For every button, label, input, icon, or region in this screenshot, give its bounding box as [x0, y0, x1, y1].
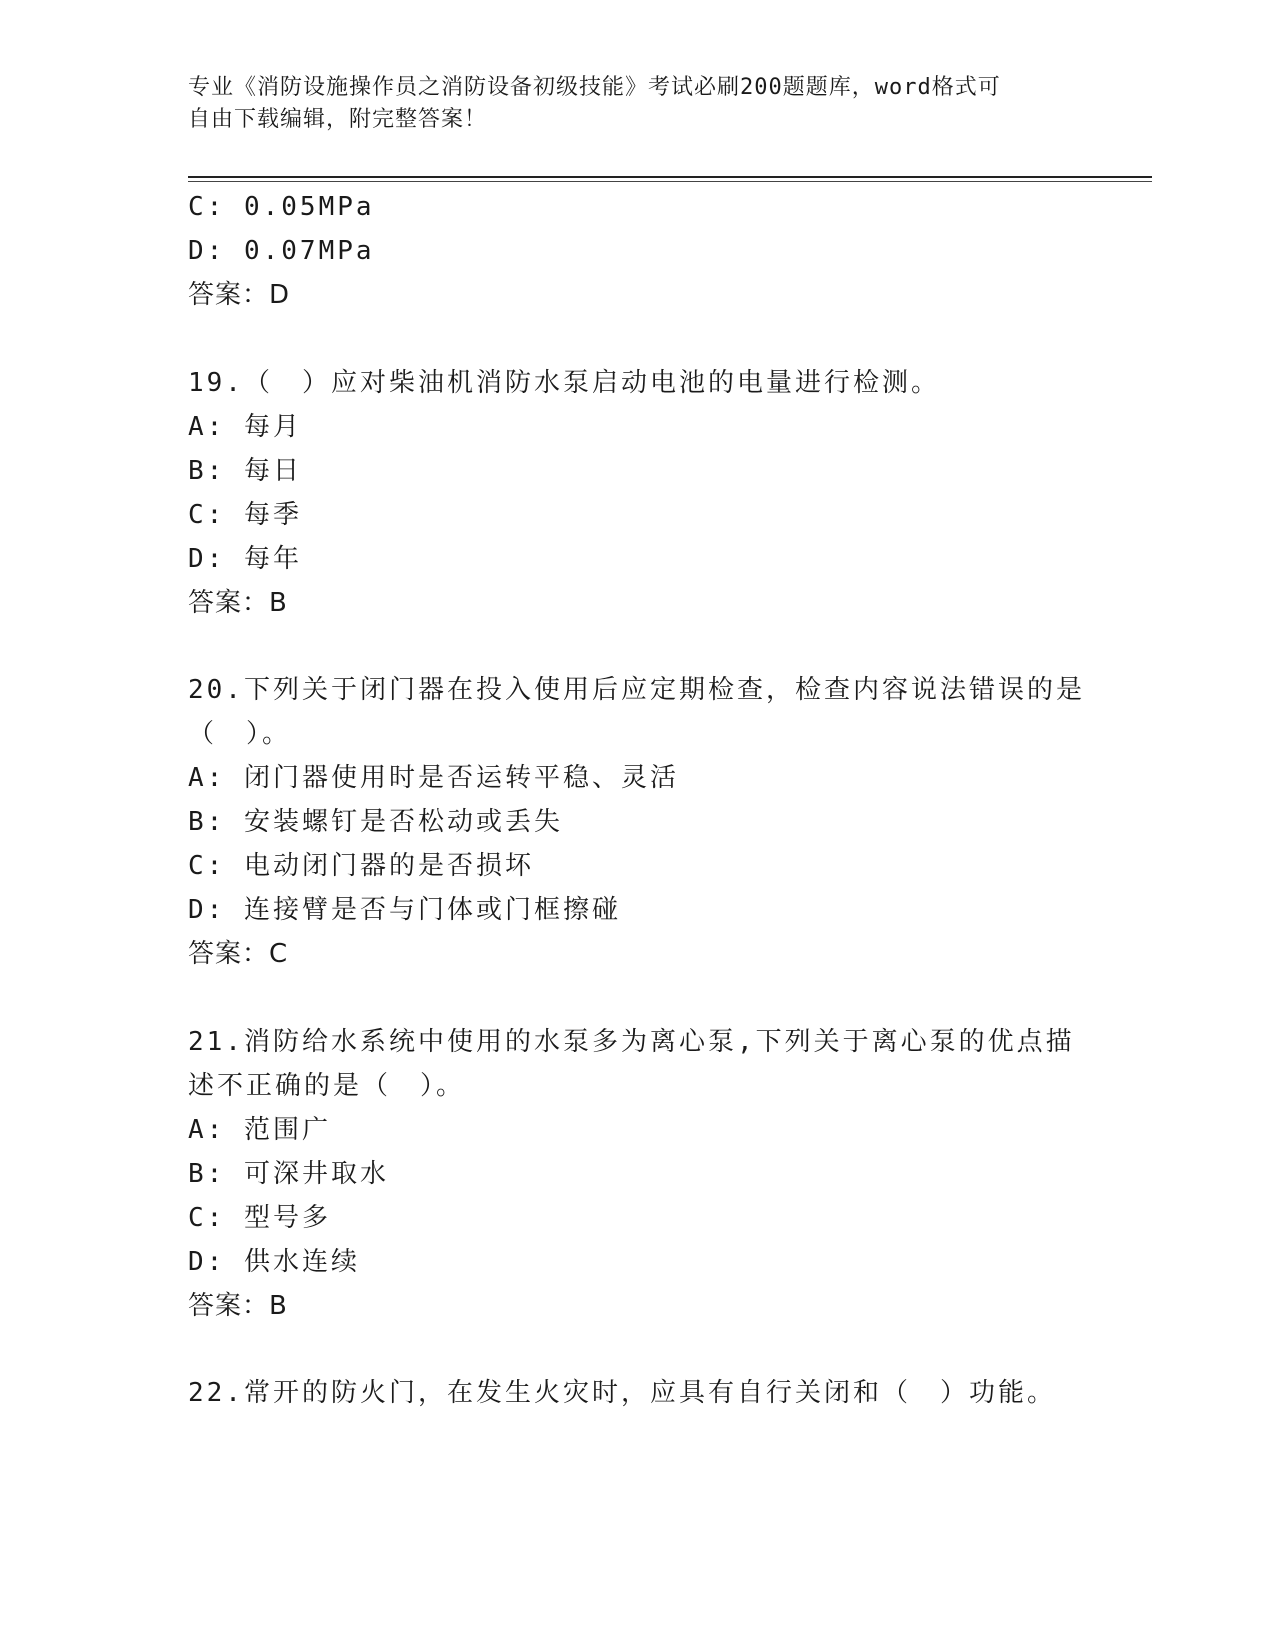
option-c: C: 0.05MPa: [188, 192, 375, 222]
option-b: B: 每日: [188, 456, 302, 486]
option-c: C: 每季: [188, 500, 302, 530]
header-line-1: 专业《消防设施操作员之消防设备初级技能》考试必刷200题题库，word格式可: [188, 75, 1001, 100]
page-header: [188, 72, 1068, 136]
question-stem-cont: 述不正确的是（ ）。: [188, 1071, 466, 1101]
option-d: D: 供水连续: [188, 1247, 360, 1277]
header-line-2: 自由下载编辑，附完整答案！: [188, 107, 488, 132]
option-b: B: 安装螺钉是否松动或丢失: [188, 807, 563, 837]
header-rule-thin: [188, 181, 1152, 182]
option-c: C: 电动闭门器的是否损坏: [188, 851, 534, 881]
option-a: A: 闭门器使用时是否运转平稳、灵活: [188, 763, 679, 793]
option-b: B: 可深井取水: [188, 1159, 389, 1189]
answer-line: 答案：B: [188, 588, 288, 618]
question-stem: 21.消防给水系统中使用的水泵多为离心泵,下列关于离心泵的优点描: [188, 1027, 1075, 1057]
option-c: C: 型号多: [188, 1203, 331, 1233]
option-a: A: 每月: [188, 412, 302, 442]
option-d: D: 每年: [188, 544, 302, 574]
answer-line: 答案：B: [188, 1291, 288, 1321]
question-stem: 20.下列关于闭门器在投入使用后应定期检查，检查内容说法错误的是: [188, 675, 1085, 705]
header-rule-thick: [188, 176, 1152, 178]
option-d: D: 连接臂是否与门体或门框擦碰: [188, 895, 621, 925]
answer-line: 答案：D: [188, 280, 291, 310]
question-stem: 22.常开的防火门，在发生火灾时，应具有自行关闭和（ ）功能。: [188, 1378, 1056, 1408]
question-stem-cont: （ ）。: [188, 719, 292, 749]
option-a: A: 范围广: [188, 1115, 331, 1145]
option-d: D: 0.07MPa: [188, 236, 375, 266]
question-stem: 19.（ ）应对柴油机消防水泵启动电池的电量进行检测。: [188, 368, 940, 398]
answer-line: 答案：C: [188, 939, 289, 969]
